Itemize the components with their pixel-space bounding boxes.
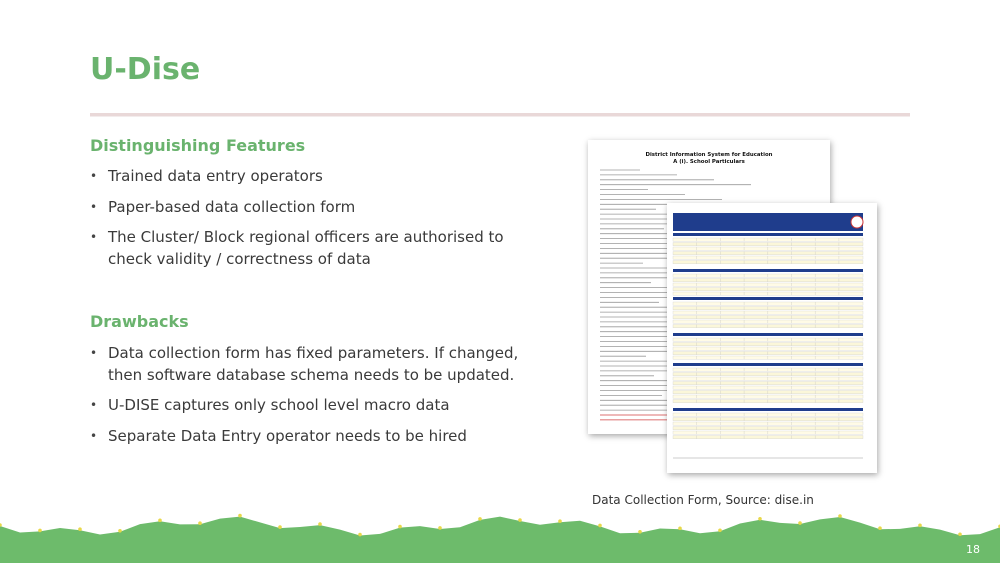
image-caption: Data Collection Form, Source: dise.in (592, 493, 814, 507)
list-item: • Trained data entry operators (90, 166, 520, 188)
features-list (90, 166, 520, 279)
list-item: • Data collection form has fixed parameters. If changed, then software database schema needs to be updated. (90, 343, 520, 386)
grass-ground-graphic (0, 510, 1000, 563)
list-item: • Separate Data Entry operator needs to be hired (90, 426, 520, 448)
title-divider (90, 113, 910, 117)
form-title: District Information System for Education (645, 152, 773, 158)
list-item: • U-DISE captures only school level macro data (90, 395, 520, 417)
features-heading: Distinguishing Features (90, 136, 306, 155)
form-image-front-page (667, 203, 877, 473)
slide-title: U-Dise (90, 52, 201, 87)
drawbacks-list (90, 343, 520, 456)
form-table-graphic (667, 203, 877, 473)
list-item: • The Cluster/ Block regional officers are authorised to check validity / correctness of data (90, 227, 520, 270)
form-subtitle: A (i). School Particulars (673, 159, 745, 165)
page-number: 18 (966, 543, 980, 556)
drawbacks-heading: Drawbacks (90, 312, 189, 331)
list-item: • Paper-based data collection form (90, 197, 520, 219)
